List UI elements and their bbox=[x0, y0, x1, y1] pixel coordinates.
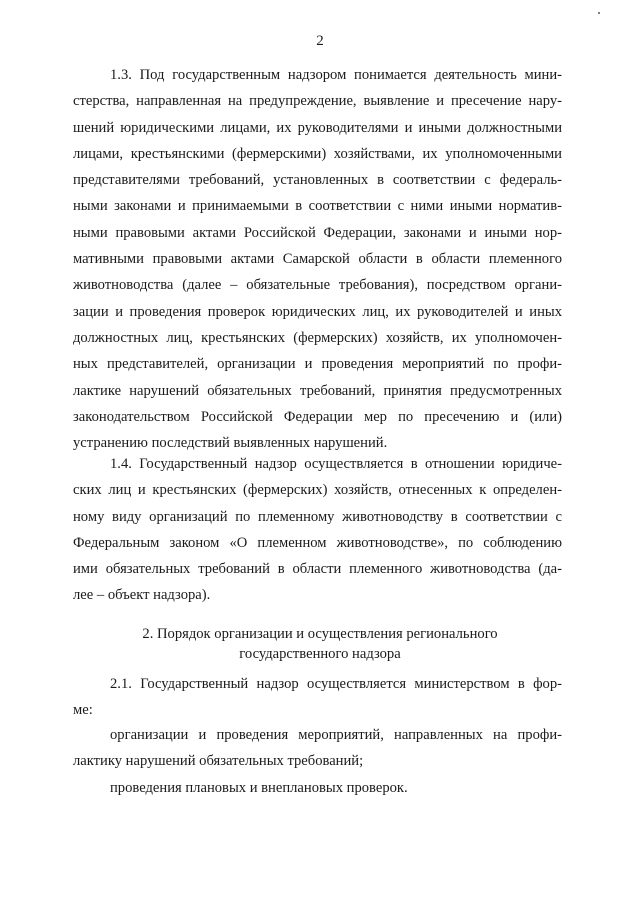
paragraph-line: ному виду организаций по племенному животноводству в соответствии с bbox=[73, 508, 562, 525]
paragraph-line: 2.1. Государственный надзор осуществляется министерством в фор- bbox=[110, 676, 562, 692]
paragraph-line: лее – объект надзора). bbox=[73, 587, 211, 604]
paragraph-line: стерства, направленная на предупреждение, выявление и пресечение нару- bbox=[73, 93, 562, 110]
paragraph-line: лактике нарушений обязательных требований, принятия предусмотренных bbox=[73, 382, 562, 399]
page-number: 2 bbox=[316, 33, 324, 49]
paragraph-line: ными правовыми актами Российской Федерации, законами и иными нор- bbox=[73, 224, 562, 241]
paragraph-2-1 bbox=[73, 671, 562, 724]
paragraph-line: 1.3. Под государственным надзором понимается деятельность мини- bbox=[110, 67, 562, 83]
section-heading-line: государственного надзора bbox=[239, 646, 401, 662]
paragraph-line: ных представителей, организации и проведения мероприятий по профи- bbox=[73, 356, 562, 373]
paragraph-line: ими обязательных требований в области племенного животноводства (да- bbox=[73, 561, 562, 578]
paragraph-1-4 bbox=[73, 451, 562, 609]
paragraph-2-1-item-2 bbox=[73, 775, 562, 801]
scan-speck bbox=[598, 12, 600, 14]
paragraph-line: мативными правовыми актами Самарской области в области племенного bbox=[73, 251, 562, 268]
paragraph-line: проведения плановых и внеплановых проверок. bbox=[110, 780, 408, 796]
paragraph-line: организации и проведения мероприятий, направленных на профи- bbox=[110, 727, 562, 743]
section-heading-line: 2. Порядок организации и осуществления регионального bbox=[142, 626, 498, 642]
paragraph-line: представителями требований, установленных в соответствии с федераль- bbox=[73, 172, 562, 189]
paragraph-line: ских лиц и крестьянских (фермерских) хозяйств, отнесенных к определен- bbox=[73, 482, 562, 499]
paragraph-line: законодательством Российской Федерации мер по пресечению и (или) bbox=[73, 408, 562, 425]
paragraph-line: ме: bbox=[73, 702, 93, 719]
paragraph-line: шений юридическими лицами, их руководителями и иными должностными bbox=[73, 119, 562, 136]
paragraph-1-3 bbox=[73, 62, 562, 456]
paragraph-2-1-item-1 bbox=[73, 722, 562, 775]
section-heading bbox=[0, 624, 640, 664]
paragraph-line: лактику нарушений обязательных требований; bbox=[73, 753, 364, 770]
paragraph-line: должностных лиц, крестьянских (фермерских) хозяйств, их уполномочен- bbox=[73, 329, 562, 346]
paragraph-line: 1.4. Государственный надзор осуществляется в отношении юридиче- bbox=[110, 456, 562, 472]
paragraph-line: Федеральным законом «О племенном животноводстве», по соблюдению bbox=[73, 534, 562, 551]
paragraph-line: устранению последствий выявленных нарушений. bbox=[73, 435, 388, 452]
paragraph-line: животноводства (далее – обязательные требования), посредством органи- bbox=[73, 277, 562, 294]
paragraph-line: зации и проведения проверок юридических лиц, их руководителей и иных bbox=[73, 303, 562, 320]
paragraph-line: ными законами и принимаемыми в соответствии с ними иными норматив- bbox=[73, 198, 562, 215]
paragraph-line: лицами, крестьянскими (фермерскими) хозяйствами, их уполномоченными bbox=[73, 145, 562, 162]
